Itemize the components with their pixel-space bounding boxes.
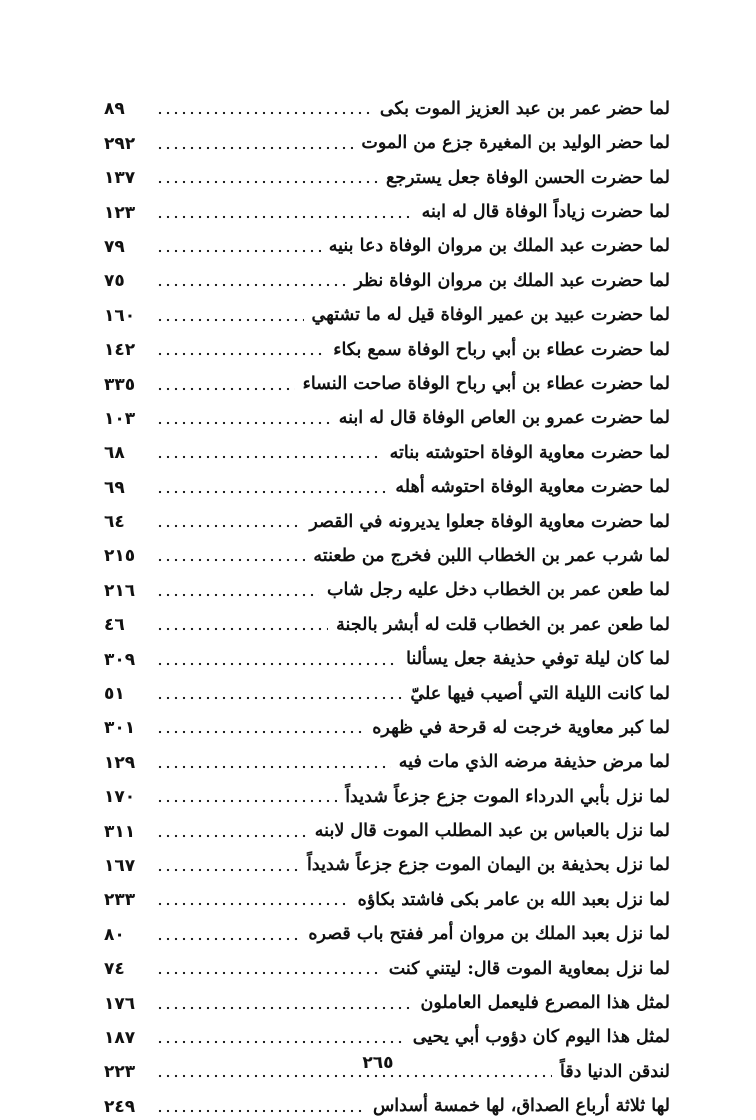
index-entry (104, 569, 670, 603)
index-entry (104, 294, 670, 328)
index-entry (104, 329, 670, 363)
dot-leader (156, 834, 307, 838)
dot-leader (156, 558, 305, 562)
index-entry (104, 879, 670, 913)
dot-leader (156, 902, 350, 906)
dot-leader (156, 868, 299, 872)
index-entry (104, 741, 670, 775)
entry-title: لمثل هذا المصرع فليعمل العاملون (420, 993, 670, 1014)
entry-page-number: ٢٩٢ (104, 133, 136, 154)
index-entry (104, 673, 670, 707)
index-entry (104, 913, 670, 947)
dot-leader (156, 524, 301, 528)
dot-leader (156, 180, 378, 184)
index-entry (104, 638, 670, 672)
entry-page-number: ١٨٧ (104, 1027, 136, 1048)
entry-page-number: ٨٠ (104, 924, 125, 945)
dot-leader (156, 283, 346, 287)
entry-page-number: ١٦٠ (104, 305, 136, 326)
index-list (104, 88, 670, 1120)
index-entry (104, 1085, 670, 1119)
index-entry (104, 88, 670, 122)
entry-title: لما حضرت عطاء بن أبي رباح الوفاة صاحت النساء (302, 374, 670, 395)
dot-leader (156, 490, 387, 494)
dot-leader (156, 318, 304, 322)
index-entry (104, 432, 670, 466)
index-entry (104, 501, 670, 535)
entry-page-number: ٣١١ (104, 821, 136, 842)
entry-title: لما طعن عمر بن الخطاب قلت له أبشر بالجنة (336, 614, 670, 635)
dot-leader (156, 146, 353, 150)
index-entry (104, 604, 670, 638)
entry-title: لما نزل بعبد الله بن عامر بكى فاشتد بكاؤه (357, 889, 670, 910)
dot-leader (156, 387, 295, 391)
dot-leader (156, 1074, 552, 1078)
entry-page-number: ١٧٦ (104, 993, 136, 1014)
dot-leader (156, 249, 321, 253)
dot-leader (156, 730, 364, 734)
entry-page-number: ٦٤ (104, 512, 125, 533)
entry-title: لما كان ليلة توفي حذيفة جعل يسألنا (406, 649, 670, 670)
dot-leader (156, 799, 337, 803)
entry-page-number: ٢١٦ (104, 580, 136, 601)
dot-leader (156, 627, 328, 631)
entry-title: لها ثلاثة أرباع الصداق، لها خمسة أسداس (372, 1096, 670, 1117)
entry-page-number: ٧٤ (104, 959, 125, 980)
dot-leader (156, 765, 391, 769)
entry-title: لما نزل بعبد الملك بن مروان أمر ففتح باب قصره (308, 924, 670, 945)
entry-title: لمثل هذا اليوم كان دؤوب أبي يحيى (412, 1027, 670, 1048)
dot-leader (156, 971, 381, 975)
entry-title: لما حضرت عبيد بن عمير الوفاة قيل له ما تشتهي (311, 305, 670, 326)
entry-title: لما حضر الوليد بن المغيرة جزع من الموت (361, 133, 670, 154)
entry-title: لما نزل بحذيفة بن اليمان الموت جزع جزعاً شديداً (307, 855, 670, 876)
entry-page-number: ٣٣٥ (104, 374, 136, 395)
entry-page-number: ٣٠٩ (104, 649, 136, 670)
index-entry (104, 948, 670, 982)
index-entry (104, 1017, 670, 1051)
entry-title: لما حضر عمر بن عبد العزيز الموت بكى (379, 98, 670, 119)
dot-leader (156, 696, 402, 700)
entry-page-number: ٤٦ (104, 615, 125, 636)
entry-page-number: ١٠٣ (104, 408, 136, 429)
dot-leader (156, 421, 331, 425)
index-entry (104, 776, 670, 810)
entry-title: لما مرض حذيفة مرضه الذي مات فيه (398, 752, 670, 773)
dot-leader (156, 455, 382, 459)
entry-title: لما نزل بالعباس بن عبد المطلب الموت قال لابنه (314, 821, 670, 842)
entry-page-number: ٢٣٣ (104, 890, 136, 911)
index-entry (104, 157, 670, 191)
entry-title: لما حضرت عمرو بن العاص الوفاة قال له ابنه (338, 408, 670, 429)
index-entry (104, 260, 670, 294)
dot-leader (156, 593, 319, 597)
entry-title: لما كبر معاوية خرجت له قرحة في ظهره (372, 717, 670, 738)
dot-leader (156, 1040, 405, 1044)
entry-page-number: ٣٠١ (104, 718, 136, 739)
index-entry (104, 191, 670, 225)
entry-page-number: ١٣٧ (104, 168, 136, 189)
dot-leader (156, 111, 372, 115)
entry-title: لما نزل بأبي الدرداء الموت جزع جزعاً شديداً (345, 786, 670, 807)
entry-page-number: ١٢٣ (104, 202, 136, 223)
entry-title: لما حضرت معاوية الوفاة احتوشته بناته (389, 442, 670, 463)
dot-leader (156, 937, 300, 941)
entry-title: لما حضرت معاوية الوفاة احتوشه أهله (395, 477, 670, 498)
entry-title: لما حضرت الحسن الوفاة جعل يسترجع (386, 167, 670, 188)
index-entry (104, 845, 670, 879)
entry-page-number: ١٤٢ (104, 340, 136, 361)
index-entry (104, 363, 670, 397)
index-entry (104, 398, 670, 432)
dot-leader (156, 1006, 413, 1010)
index-entry (104, 982, 670, 1016)
entry-title: لندقن الدنيا دقاً (559, 1061, 670, 1082)
footer-page-number: ٢٦٥ (362, 1053, 394, 1073)
index-entry (104, 810, 670, 844)
index-entry (104, 707, 670, 741)
index-entry (104, 535, 670, 569)
dot-leader (156, 662, 398, 666)
entry-page-number: ٢٤٩ (104, 1096, 136, 1117)
entry-title: لما حضرت عطاء بن أبي رباح الوفاة سمع بكاء (333, 339, 670, 360)
entry-title: لما حضرت عبد الملك بن مروان الوفاة دعا بنيه (328, 236, 670, 257)
index-entry (104, 466, 670, 500)
entry-title: لما نزل بمعاوية الموت قال: ليتني كنت (388, 958, 670, 979)
entry-page-number: ٦٨ (104, 443, 125, 464)
entry-page-number: ٨٩ (104, 99, 125, 120)
entry-title: لما كانت الليلة التي أصيب فيها عليّ (410, 683, 670, 704)
entry-page-number: ٥١ (104, 684, 125, 705)
entry-title: لما حضرت معاوية الوفاة جعلوا يديرونه في القصر (309, 511, 670, 532)
entry-page-number: ١٢٩ (104, 752, 136, 773)
entry-page-number: ٧٥ (104, 271, 125, 292)
entry-title: لما حضرت زياداً الوفاة قال له ابنه (421, 202, 670, 223)
entry-title: لما شرب عمر بن الخطاب اللبن فخرج من طعنته (313, 545, 670, 566)
entry-page-number: ٦٩ (104, 477, 125, 498)
entry-page-number: ٢١٥ (104, 546, 136, 567)
index-entry (104, 226, 670, 260)
index-entry (104, 122, 670, 156)
dot-leader (156, 1109, 365, 1113)
entry-page-number: ١٦٧ (104, 855, 136, 876)
entry-page-number: ٧٩ (104, 236, 125, 257)
dot-leader (156, 352, 325, 356)
entry-page-number: ١٧٠ (104, 787, 136, 808)
entry-title: لما طعن عمر بن الخطاب دخل عليه رجل شاب (326, 580, 670, 601)
entry-title: لما حضرت عبد الملك بن مروان الوفاة نظر (354, 270, 670, 291)
dot-leader (156, 215, 414, 219)
entry-page-number: ٢٢٣ (104, 1062, 136, 1083)
